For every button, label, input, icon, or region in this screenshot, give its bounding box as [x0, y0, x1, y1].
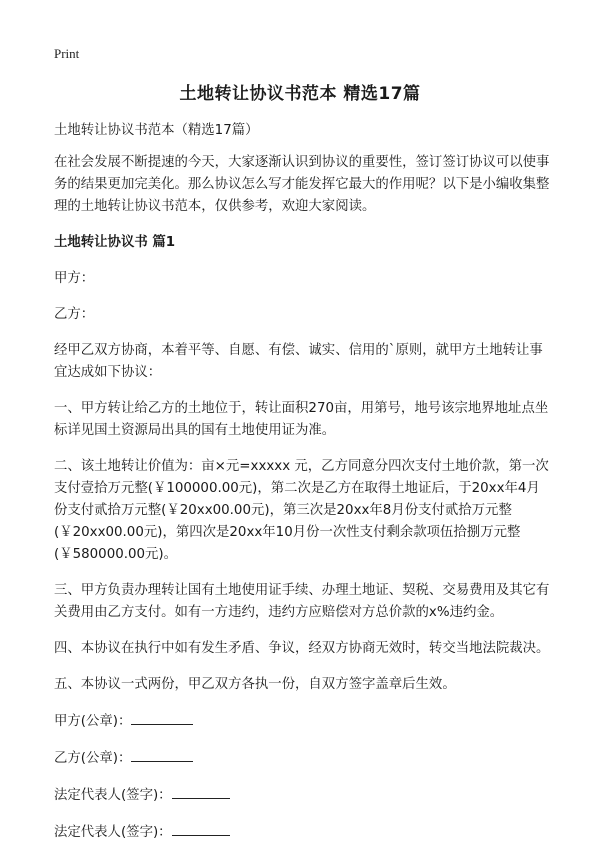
- legal-rep-2-label: 法定代表人(签字)：: [54, 825, 172, 840]
- legal-rep-2-blank: [172, 821, 230, 836]
- party-a-line: 甲方：: [54, 271, 95, 286]
- party-b-seal-label: 乙方(公章)：: [54, 751, 132, 766]
- party-a-seal-label: 甲方(公章)：: [54, 714, 132, 729]
- clause-5: 五、本协议一式两份，甲乙双方各执一份，自双方签字盖章后生效。: [54, 677, 456, 692]
- legal-rep-1-label: 法定代表人(签字)：: [54, 788, 172, 803]
- clause-3: 三、甲方负责办理转让国有土地使用证手续、办理土地证、契税、交易费用及其它有关费用由乙方支付。如有一方违约，违约方应赔偿对方总价款的x%违约金。: [54, 583, 550, 620]
- document-body: [54, 120, 550, 858]
- party-b-line: 乙方：: [54, 307, 95, 322]
- clause-4: 四、本协议在执行中如有发生矛盾、争议，经双方协商无效时，转交当地法院裁决。: [54, 641, 550, 656]
- party-a-seal-blank: [131, 710, 193, 725]
- party-b-seal-blank: [131, 747, 193, 762]
- legal-rep-2-line: [54, 821, 550, 844]
- party-b-seal-line: [54, 747, 550, 770]
- clause-2: 二、该土地转让价值为：亩×元=xxxxx 元，乙方同意分四次支付土地价款，第一次支付壹拾万元整(￥100000.00元)，第二次是乙方在取得土地证后，于20xx年4月份支付贰拾万元整(￥20xx00.00元)，第三次是20xx年8月份支付贰拾万元整(￥20xx00.00元)，第四次是20xx年10月份一次性支付剩余款项伍拾捌万元整(￥580000.00元)。: [54, 459, 549, 562]
- document-title: 土地转让协议书范本 精选17篇: [179, 84, 421, 104]
- document-subtitle: 土地转让协议书范本（精选17篇）: [54, 123, 259, 138]
- print-link[interactable]: Print: [54, 46, 80, 61]
- party-a-seal-line: [54, 710, 550, 733]
- preamble-paragraph: 经甲乙双方协商，本着平等、自愿、有偿、诚实、信用的`原则，就甲方土地转让事宜达成如下协议：: [54, 343, 543, 380]
- legal-rep-1-blank: [172, 784, 230, 799]
- legal-rep-1-line: [54, 784, 550, 807]
- section-heading: 土地转让协议书 篇1: [54, 235, 176, 250]
- clause-1: 一、甲方转让给乙方的土地位于，转让面积270亩，用第号，地号该宗地界地址点坐标详见国土资源局出具的国有土地使用证为准。: [54, 401, 549, 438]
- intro-paragraph: 在社会发展不断提速的今天，大家逐渐认识到协议的重要性，签订签订协议可以使事务的结果更加完美化。那么协议怎么写才能发挥它最大的作用呢？以下是小编收集整理的土地转让协议书范本，仅供参考，欢迎大家阅读。: [54, 155, 550, 214]
